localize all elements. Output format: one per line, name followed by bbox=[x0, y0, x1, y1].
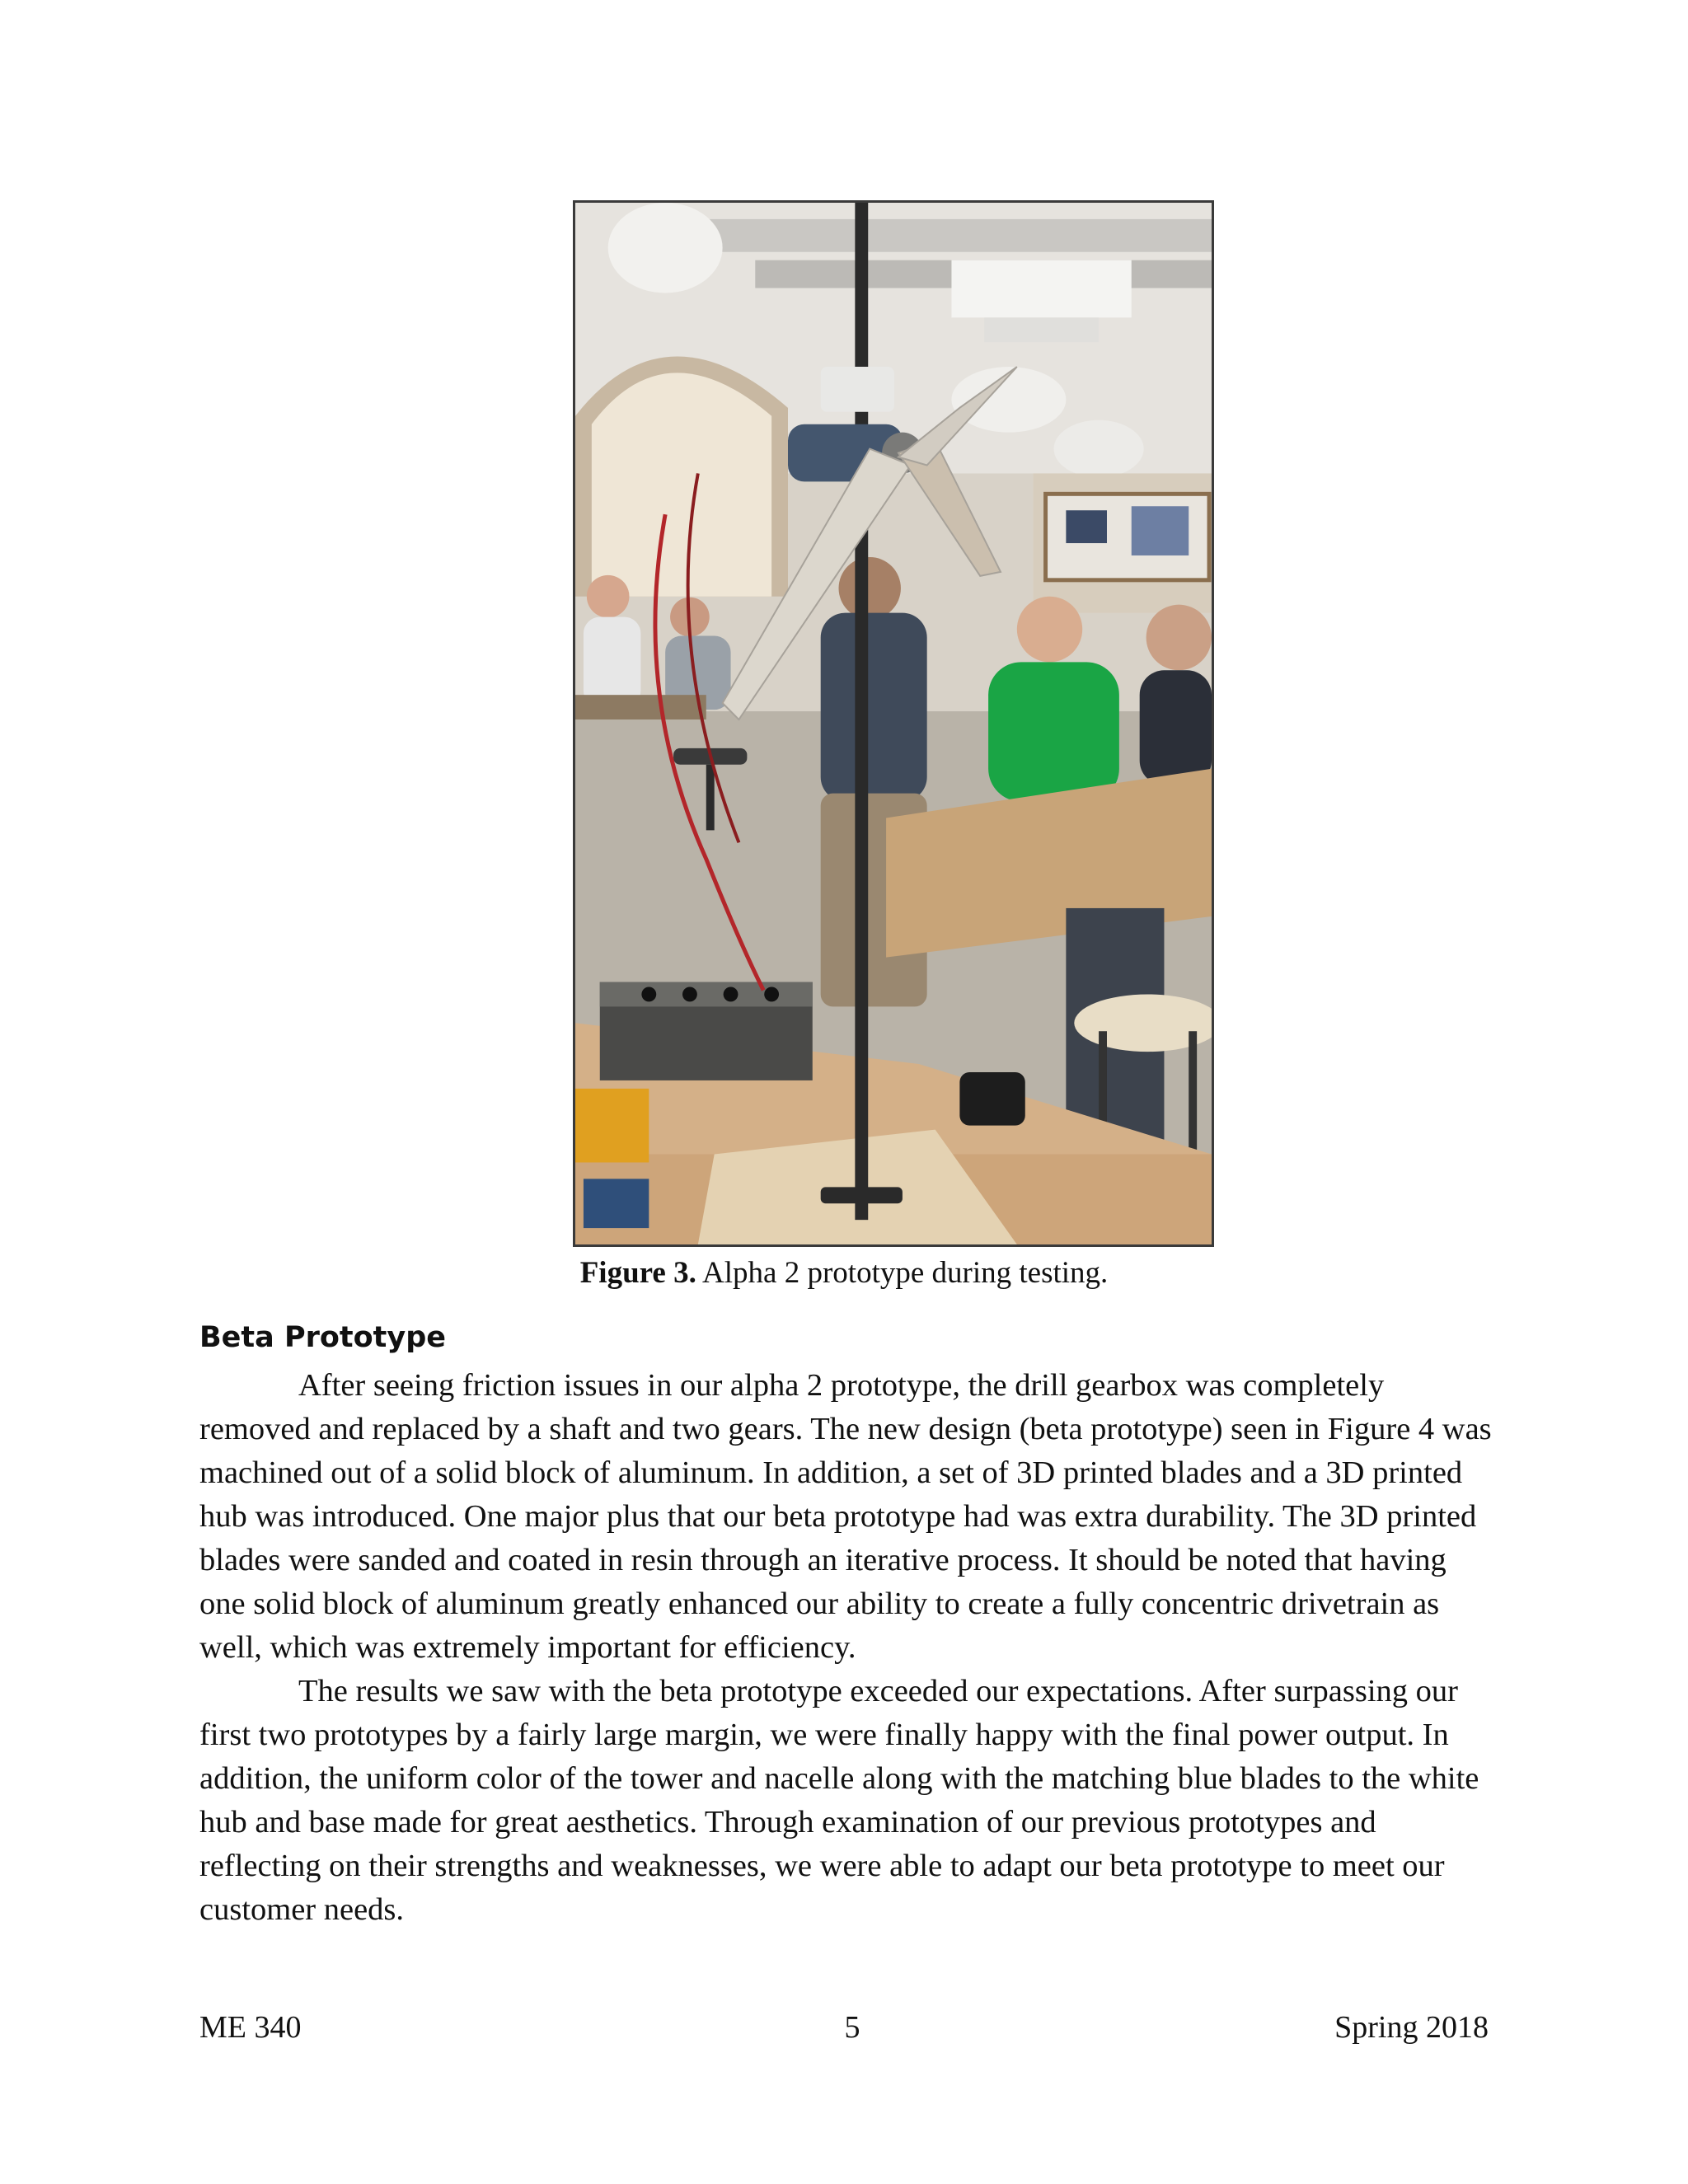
figure-caption bbox=[0, 1254, 1688, 1292]
figure-photo bbox=[573, 200, 1214, 1247]
wind-turbine-photo-illustration bbox=[575, 203, 1212, 1244]
figure-caption-label: Figure 3. bbox=[579, 1256, 696, 1290]
body-paragraph: The results we saw with the beta prototype exceeded our expectations. After surpassing our first two prototypes by a fairly large margin, we were finally happy with the final power output. In addition, the uniform color of the tower and nacelle along with the matching blue blades to the white hub and base made for great aesthetics. Through examination of our previous prototypes and reflecting on their strengths and weaknesses, we were able to adapt our beta prototype to meet our customer needs. bbox=[199, 1674, 1479, 1927]
footer-term: Spring 2018 bbox=[1334, 2010, 1489, 2045]
body-paragraph: After seeing friction issues in our alpha 2 prototype, the drill gearbox was completely removed and replaced by a shaft and two gears. The new design (beta prototype) seen in Figure 4 was machined out of a solid block of aluminum. In addition, a set of 3D printed blades and a 3D printed hub was introduced. One major plus that our beta prototype had was extra durability. The 3D printed blades were sanded and coated in resin through an iterative process. It should be noted that having one solid block of aluminum greatly enhanced our ability to create a fully concentric drivetrain as well, which was extremely important for efficiency. bbox=[199, 1368, 1492, 1665]
page-number: 5 bbox=[844, 2010, 860, 2045]
footer-course: ME 340 bbox=[199, 2010, 302, 2045]
section-body bbox=[199, 1364, 1493, 1932]
section-heading: Beta Prototype bbox=[199, 1321, 447, 1354]
figure-caption-text: Alpha 2 prototype during testing. bbox=[696, 1256, 1109, 1290]
